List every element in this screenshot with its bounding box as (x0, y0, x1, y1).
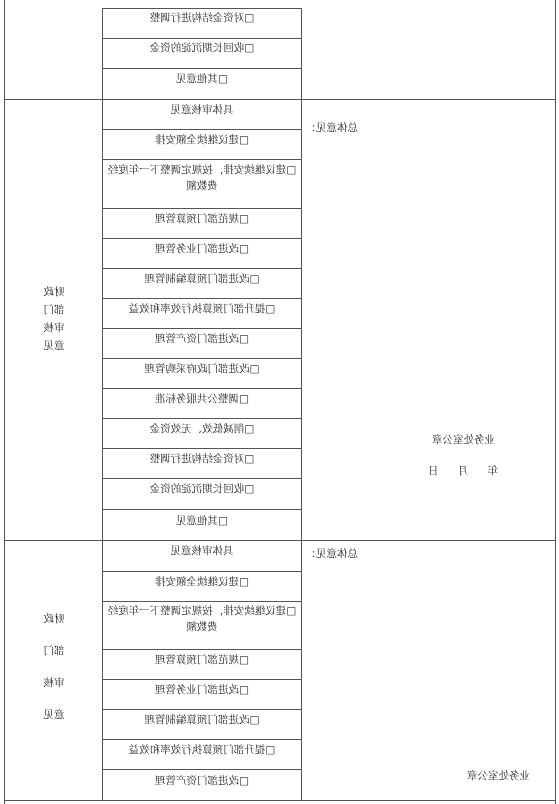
table-border-bottom (4, 800, 556, 801)
option-item[interactable]: □收回长期沉淀的资金 (149, 42, 255, 54)
option-item[interactable]: □改进部门业务管理 (155, 684, 249, 696)
option-item[interactable]: □建议继续安排，按规定调整下一年度经费数额 (107, 164, 297, 192)
side-label-char: 审核 (43, 677, 65, 689)
option-item[interactable]: □对资金结构进行调整 (149, 453, 255, 465)
side-label-char: 意见 (43, 709, 65, 721)
date-line: 年 月 日 (419, 465, 498, 477)
row-line (102, 571, 302, 572)
office-seal-label: 业务处室公章 (467, 770, 530, 782)
section-divider-1 (4, 99, 556, 100)
option-item[interactable]: □其他意见 (176, 73, 228, 85)
option-item[interactable]: □调整公共服务标准 (155, 393, 249, 405)
row-line (102, 448, 302, 449)
option-item[interactable]: □建议继续全额安排 (155, 576, 249, 588)
option-item[interactable]: □改进部门资产管理 (155, 775, 249, 787)
option-item[interactable]: □削减低效、无效资金 (149, 423, 255, 435)
row-line (102, 38, 302, 39)
option-item[interactable]: □建议继续安排，按规定调整下一年度经费数额 (107, 605, 297, 633)
row-line (102, 129, 302, 130)
side-label-char: 部门 (43, 304, 65, 316)
option-item[interactable]: □改进部门资产管理 (155, 333, 249, 345)
option-header: 具体审核意见 (170, 104, 234, 116)
side-label-char: 财政 (43, 286, 65, 298)
row-line (102, 328, 302, 329)
option-item[interactable]: □收回长期沉淀的资金 (149, 483, 255, 495)
option-item[interactable]: □规范部门预算管理 (155, 213, 249, 225)
table-border-right (4, 0, 5, 804)
summary-label: 总体意见： (305, 122, 358, 134)
option-item[interactable]: □提升部门预算执行效率和效益 (128, 303, 276, 315)
row-line (102, 649, 302, 650)
side-label-char: 审核 (43, 322, 65, 334)
option-item[interactable]: □改进部门预算编制管理 (144, 714, 260, 726)
option-item[interactable]: □改进部门政府采购管理 (144, 363, 260, 375)
option-item[interactable]: □规范部门预算管理 (155, 654, 249, 666)
row-line (102, 709, 302, 710)
row-line (102, 679, 302, 680)
option-item[interactable]: □建议继续全额安排 (155, 134, 249, 146)
row-line (102, 509, 302, 510)
row-line (102, 601, 302, 602)
office-seal-label: 业务处室公章 (432, 434, 495, 446)
row-line (102, 268, 302, 269)
side-label-char: 部门 (43, 645, 65, 657)
option-item[interactable]: □改进部门预算编制管理 (144, 273, 260, 285)
option-header: 具体审核意见 (170, 545, 234, 557)
option-item[interactable]: □提升部门预算执行效率和效益 (128, 744, 276, 756)
option-item[interactable]: □对资金结构进行调整 (149, 12, 255, 24)
summary-label: 总体意见： (305, 548, 358, 560)
row-line (102, 8, 302, 9)
row-line (102, 769, 302, 770)
option-item[interactable]: □其他意见 (176, 515, 228, 527)
row-line (102, 478, 302, 479)
row-line (102, 208, 302, 209)
section-divider-2 (4, 540, 556, 541)
side-label-char: 意见 (43, 340, 65, 352)
row-line (102, 358, 302, 359)
column-divider-left (301, 8, 302, 800)
option-item[interactable]: □改进部门业务管理 (155, 243, 249, 255)
row-line (102, 388, 302, 389)
row-line (102, 68, 302, 69)
row-line (102, 298, 302, 299)
row-line (102, 159, 302, 160)
row-line (102, 418, 302, 419)
side-label-char: 财政 (43, 613, 65, 625)
table-border-left (555, 0, 556, 804)
row-line (102, 238, 302, 239)
row-line (102, 739, 302, 740)
